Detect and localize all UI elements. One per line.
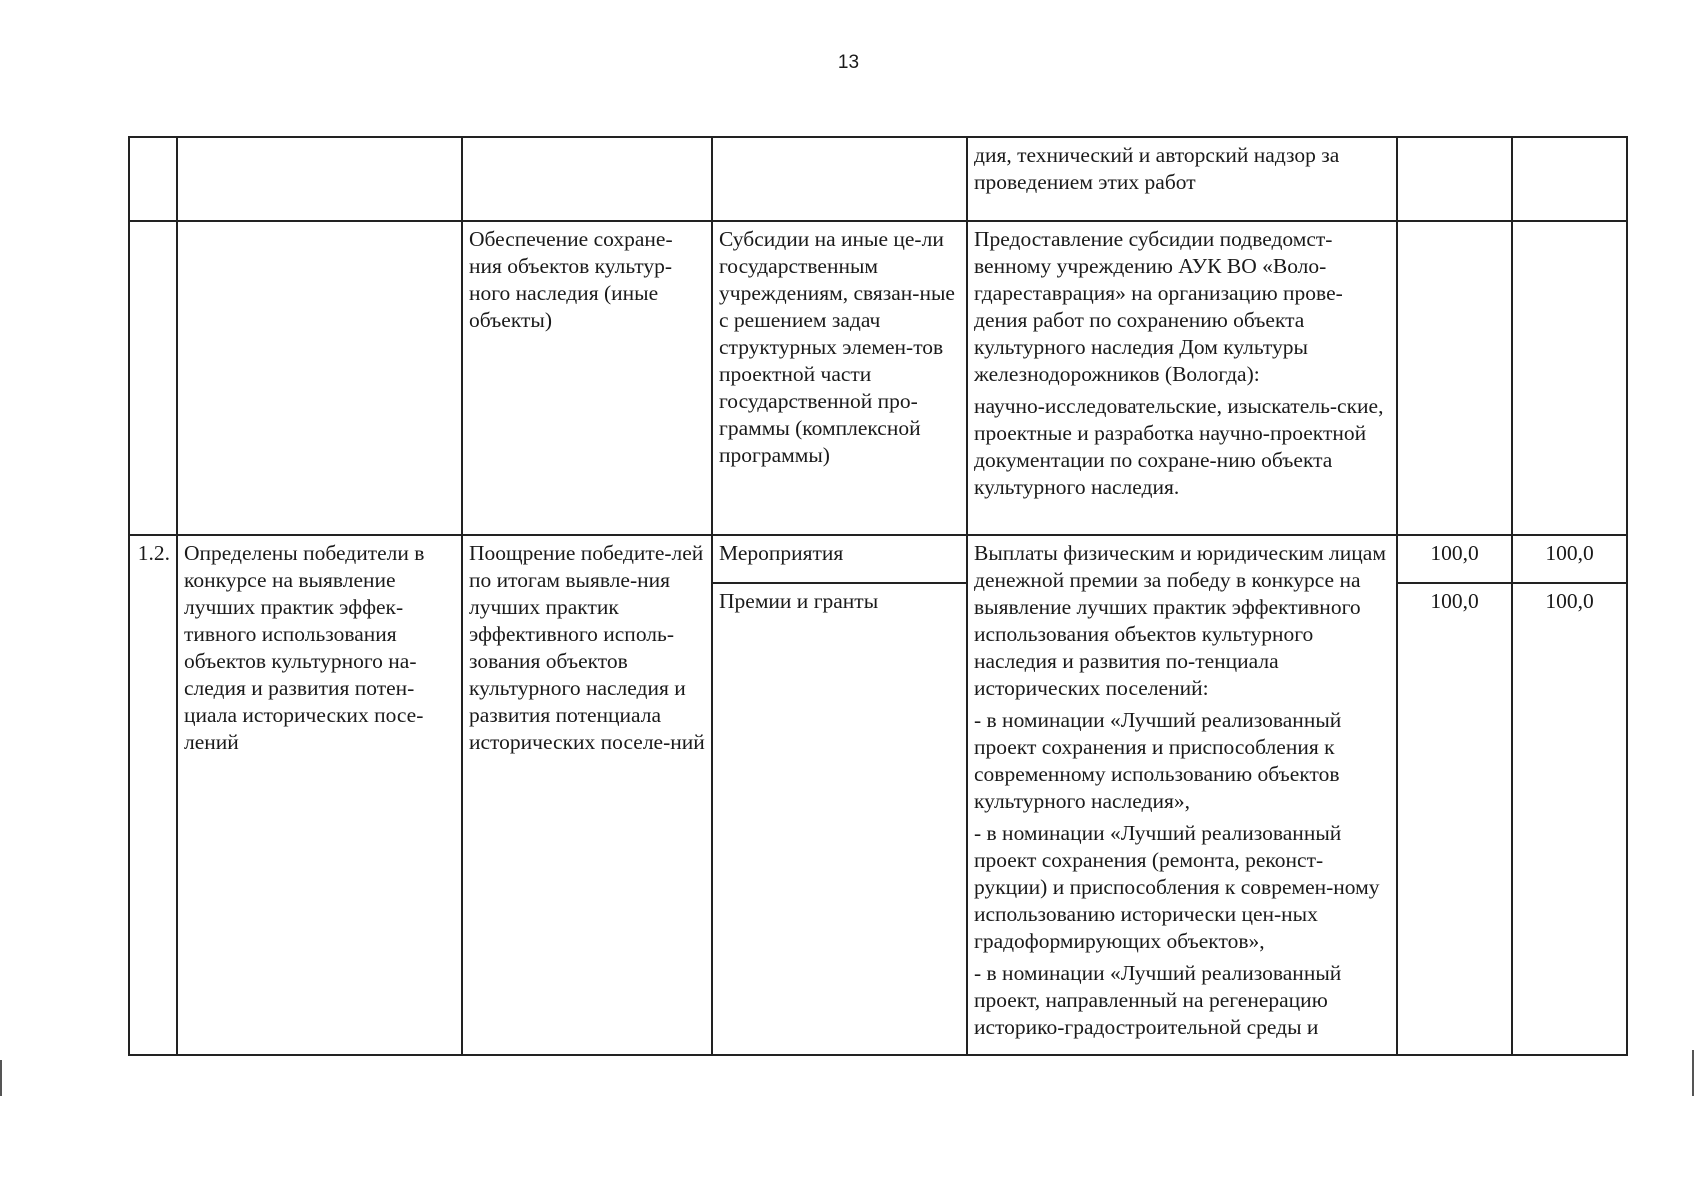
cell-expense-type: Субсидии на иные це-ли государственным учреждениям, связан-ные с решением задач структурных элемен-тов проектной части государственной про-граммы (комплексной программы)	[712, 221, 967, 535]
cell-amount: 100,0	[1512, 583, 1627, 1055]
description-paragraph: - в номинации «Лучший реализованный проект, направленный на регенерацию историко-градостроительной среды и	[974, 961, 1342, 1039]
scan-artifact	[1692, 1050, 1694, 1096]
cell-number	[129, 221, 177, 535]
description-paragraph: научно-исследовательские, изыскатель-ские, проектные и разработка научно-проектной документации по сохране-нию объекта культурного наследия.	[974, 394, 1384, 499]
cell-result	[177, 137, 462, 221]
cell-expense-type: Премии и гранты	[712, 583, 967, 1055]
cell-amount	[1512, 221, 1627, 535]
cell-expense-type: Мероприятия	[712, 535, 967, 583]
table-row	[129, 535, 1627, 583]
cell-direction: Поощрение победите-лей по итогам выявле-ния лучших практик эффективного исполь-зования объектов культурного наследия и развития потенциала исторических поселе-ний	[462, 535, 712, 1055]
cell-amount	[1512, 137, 1627, 221]
table-row	[129, 221, 1627, 535]
cell-amount	[1397, 137, 1512, 221]
cell-description	[967, 221, 1397, 535]
description-paragraph: Выплаты физическим и юридическим лицам денежной премии за победу в конкурсе на выявление лучших практик эффективного использования объектов культурного наследия и развития по-тенциала исторических поселений:	[974, 541, 1386, 700]
cell-amount	[1397, 221, 1512, 535]
cell-expense-type	[712, 137, 967, 221]
program-table	[128, 136, 1628, 1056]
description-paragraph: - в номинации «Лучший реализованный проект сохранения (ремонта, реконст-рукции) и приспособления к современ-ному использованию исторически цен-ных градоформирующих объектов»,	[974, 821, 1380, 953]
cell-number: 1.2.	[129, 535, 177, 1055]
cell-amount: 100,0	[1397, 583, 1512, 1055]
cell-amount: 100,0	[1397, 535, 1512, 583]
cell-result	[177, 221, 462, 535]
cell-direction: Обеспечение сохране-ния объектов культур-ного наследия (иные объекты)	[462, 221, 712, 535]
cell-description: дия, технический и авторский надзор за проведением этих работ	[967, 137, 1397, 221]
description-paragraph: - в номинации «Лучший реализованный проект сохранения и приспособления к современному использованию объектов культурного наследия»,	[974, 708, 1342, 813]
description-paragraph: Предоставление субсидии подведомст-венному учреждению АУК ВО «Воло-гдареставрация» на организацию прове-дения работ по сохранению объекта культурного наследия Дом культуры железнодорожников (Вологда):	[974, 227, 1343, 386]
cell-result: Определены победители в конкурсе на выявление лучших практик эффек-тивного использования объектов культурного на-следия и развития потен-циала исторических посе-лений	[177, 535, 462, 1055]
scan-artifact	[0, 1060, 2, 1096]
table-row	[129, 137, 1627, 221]
cell-description	[967, 535, 1397, 1055]
cell-amount: 100,0	[1512, 535, 1627, 583]
page-number: 13	[837, 52, 860, 73]
cell-direction	[462, 137, 712, 221]
cell-number	[129, 137, 177, 221]
